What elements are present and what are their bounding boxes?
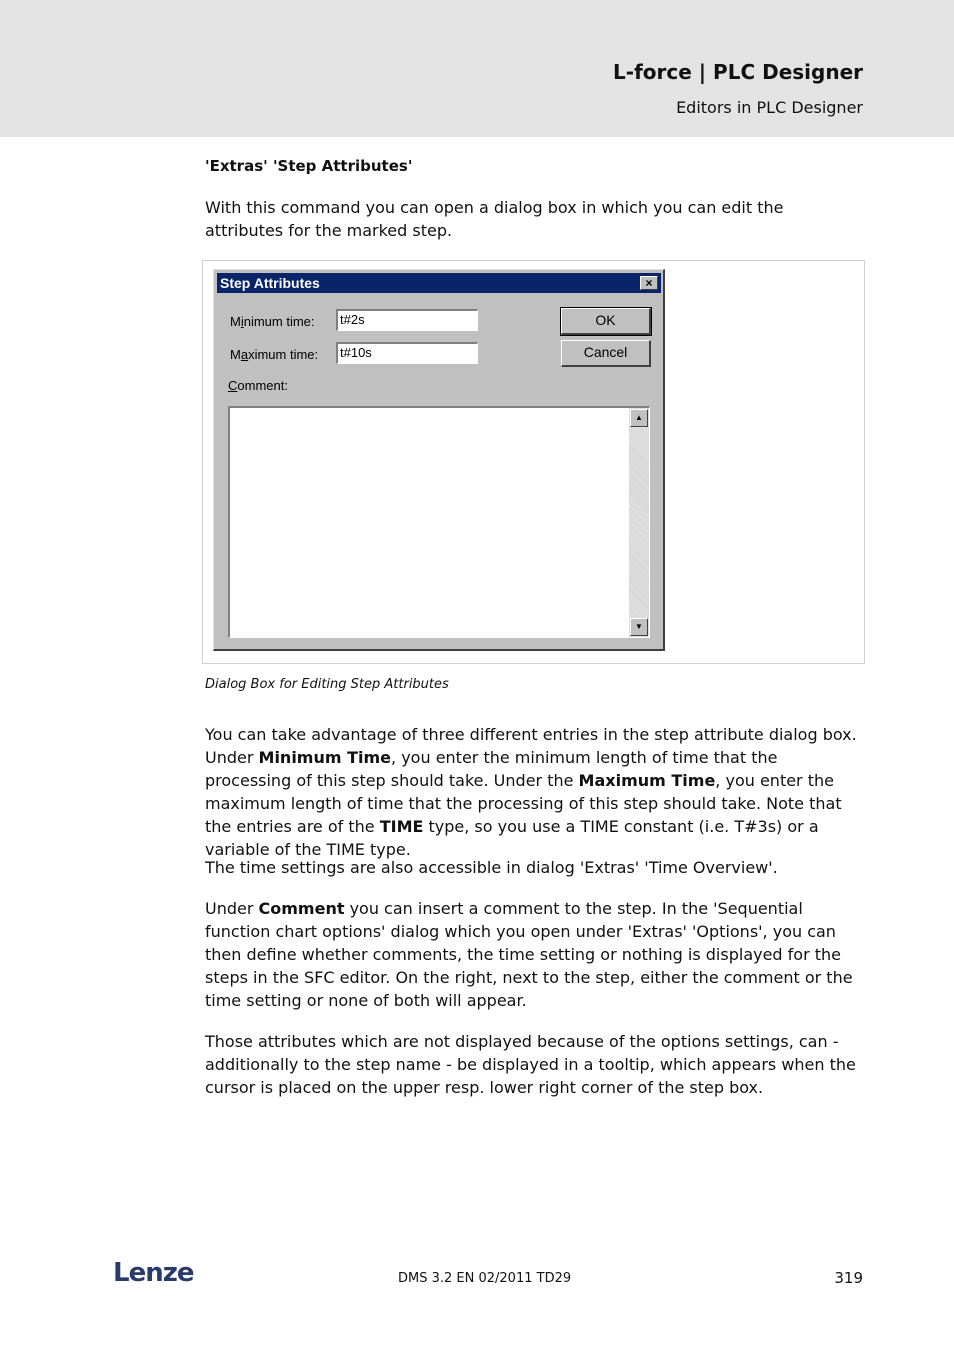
page-number: 319	[834, 1269, 863, 1287]
maximum-time-input[interactable]: t#10s	[336, 342, 478, 364]
minimum-time-label: Minimum time:	[230, 314, 315, 329]
dialog-titlebar	[217, 273, 661, 293]
comment-label: Comment:	[228, 378, 288, 393]
section-heading: 'Extras' 'Step Attributes'	[205, 157, 413, 175]
scroll-down-icon[interactable]: ▼	[630, 618, 648, 636]
paragraph-tooltip: Those attributes which are not displayed because of the options settings, can - additionally to the step name - be displayed in a tooltip, which appears when the cursor is placed on the upper resp. lower right corner of the step box.	[205, 1032, 856, 1097]
close-button[interactable]: ×	[640, 276, 658, 290]
scroll-up-icon[interactable]: ▲	[630, 409, 648, 427]
chapter-subtitle: Editors in PLC Designer	[676, 98, 863, 117]
document-title: L-force | PLC Designer	[613, 60, 863, 84]
comment-textarea[interactable]	[228, 406, 650, 638]
ok-button[interactable]: OK	[561, 308, 651, 335]
maximum-time-label: Maximum time:	[230, 347, 319, 362]
lenze-logo: Lenze	[113, 1258, 194, 1288]
cancel-button[interactable]: Cancel	[561, 340, 651, 367]
figure-caption: Dialog Box for Editing Step Attributes	[205, 677, 449, 692]
intro-paragraph: With this command you can open a dialog box in which you can edit the attributes for the marked step.	[205, 198, 784, 240]
footer-doc-id: DMS 3.2 EN 02/2011 TD29	[398, 1271, 572, 1286]
paragraph-time-overview: The time settings are also accessible in dialog 'Extras' 'Time Overview'.	[205, 858, 778, 877]
step-attributes-dialog	[213, 269, 665, 651]
dialog-title: Step Attributes	[220, 275, 320, 291]
header-band	[0, 0, 954, 137]
minimum-time-input[interactable]: t#2s	[336, 309, 478, 331]
comment-scrollbar[interactable]	[629, 408, 649, 637]
paragraph-entries: You can take advantage of three different entries in the step attribute dialog box. Under Minimum Time, you enter the minimum length of time that the processing of this step should take. Under the Maximum Time, you enter the maximum length of time that the processing of this step should take. Note that the entries are of the TIME type, so you use a TIME constant (i.e. T#3s) or a variable of the TIME type.	[205, 725, 857, 859]
paragraph-comment: Under Comment you can insert a comment to the step. In the 'Sequential function chart options' dialog which you open under 'Extras' 'Options', you can then define whether comments, the time setting or nothing is displayed for the steps in the SFC editor. On the right, next to the step, either the comment or the time setting or none of both will appear.	[205, 899, 853, 1010]
